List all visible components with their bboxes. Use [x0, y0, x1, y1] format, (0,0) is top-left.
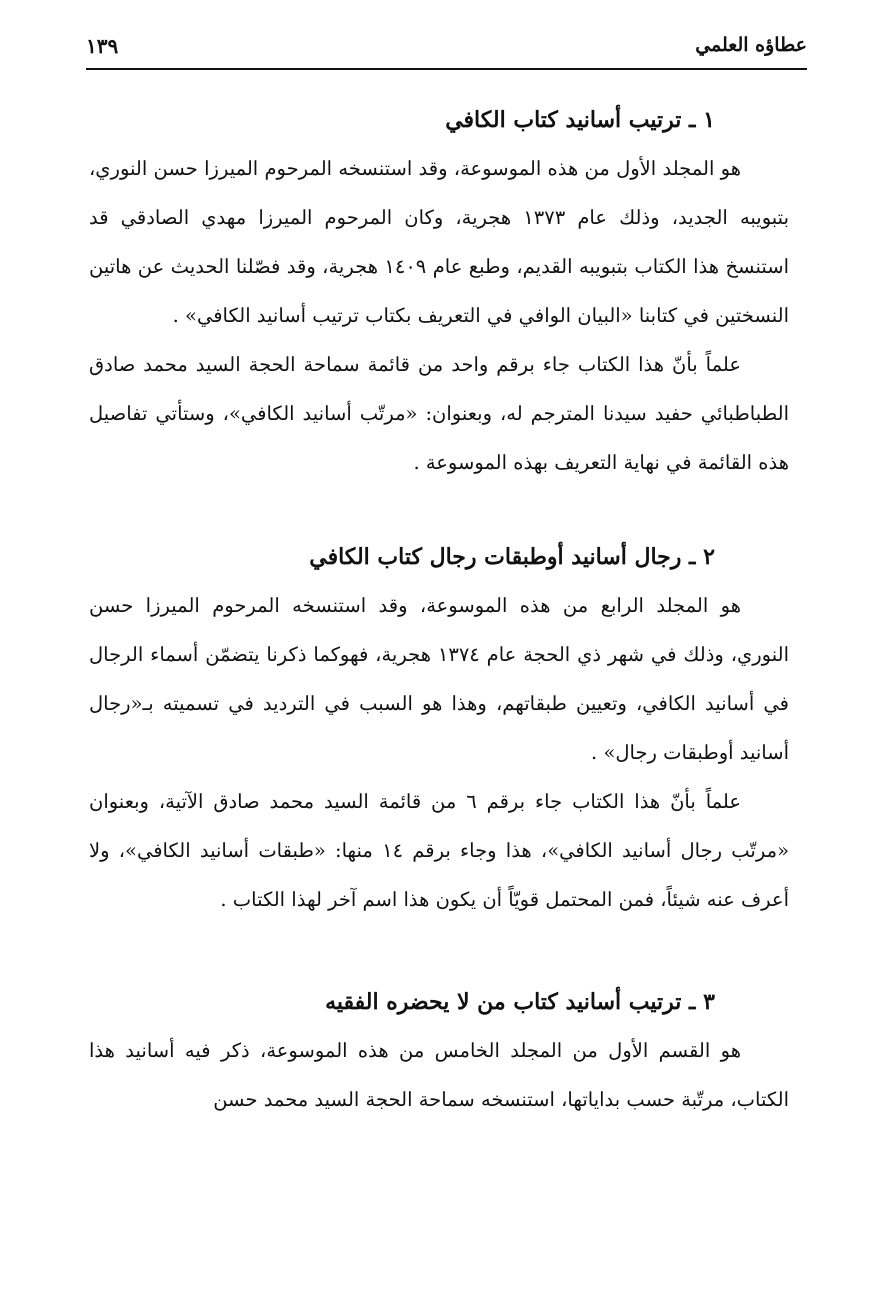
section-heading: ٢ ـ رجال أسانيد أوطبقات رجال كتاب الكافي: [309, 544, 715, 570]
paragraph: هو المجلد الأول من هذه الموسوعة، وقد استنسخه المرحوم الميرزا حسن النوري، بتبويبه الجديد، وذلك عام ١٣٧٣ هجرية، وكان المرحوم الميرزا مهدي الصادقي قد استنسخ هذا الكتاب بتبويبه القديم، وطبع عام ١٤٠٩ هجرية، وقد فصّلنا الحديث عن هاتين النسختين في كتابنا «البيان الوافي في التعريف بكتاب ترتيب أسانيد الكافي» .: [89, 157, 789, 327]
paragraph: علماً بأنّ هذا الكتاب جاء برقم ٦ من قائمة السيد محمد صادق الآتية، وبعنوان «مرتّب رجال أسانيد الكافي»، هذا وجاء برقم ١٤ منها: «طبقات أسانيد الكافي»، ولا أعرف عنه شيئاً، فمن المحتمل قويّاً أن يكون هذا اسم آخر لهذا الكتاب .: [89, 790, 789, 911]
section-spacer: [89, 487, 789, 533]
section-heading: ١ ـ ترتيب أسانيد كتاب الكافي: [445, 107, 715, 133]
section-heading: ٣ ـ ترتيب أسانيد كتاب من لا يحضره الفقيه: [325, 989, 715, 1015]
page-body: [89, 96, 789, 1124]
section-spacer: [89, 924, 789, 978]
running-title: عطاؤه العلمي: [695, 34, 807, 56]
paragraph: هو المجلد الرابع من هذه الموسوعة، وقد استنسخه المرحوم الميرزا حسن النوري، وذلك في شهر ذي الحجة عام ١٣٧٤ هجرية، فهوكما ذكرنا يتضمّن أسماء الرجال في أسانيد الكافي، وتعيين طبقاتهم، وهذا هو السبب في الترديد في تسميته بـ«رجال أسانيد أوطبقات رجال» .: [89, 594, 789, 764]
section-2: [89, 533, 789, 924]
paragraph: هو القسم الأول من المجلد الخامس من هذه الموسوعة، ذكر فيه أسانيد هذا الكتاب، مرتّبة حسب بداياتها، استنسخه سماحة الحجة السيد محمد حسن: [89, 1039, 789, 1111]
paragraph: علماً بأنّ هذا الكتاب جاء برقم واحد من قائمة سماحة الحجة السيد محمد صادق الطباطبائي حفيد سيدنا المترجم له، وبعنوان: «مرتّب أسانيد الكافي»، وستأتي تفاصيل هذه القائمة في نهاية التعريف بهذه الموسوعة .: [89, 353, 789, 474]
page-number: ١٣٩: [86, 34, 119, 58]
page-header: [86, 28, 807, 70]
section-1: [89, 96, 789, 487]
section-3: [89, 978, 789, 1124]
